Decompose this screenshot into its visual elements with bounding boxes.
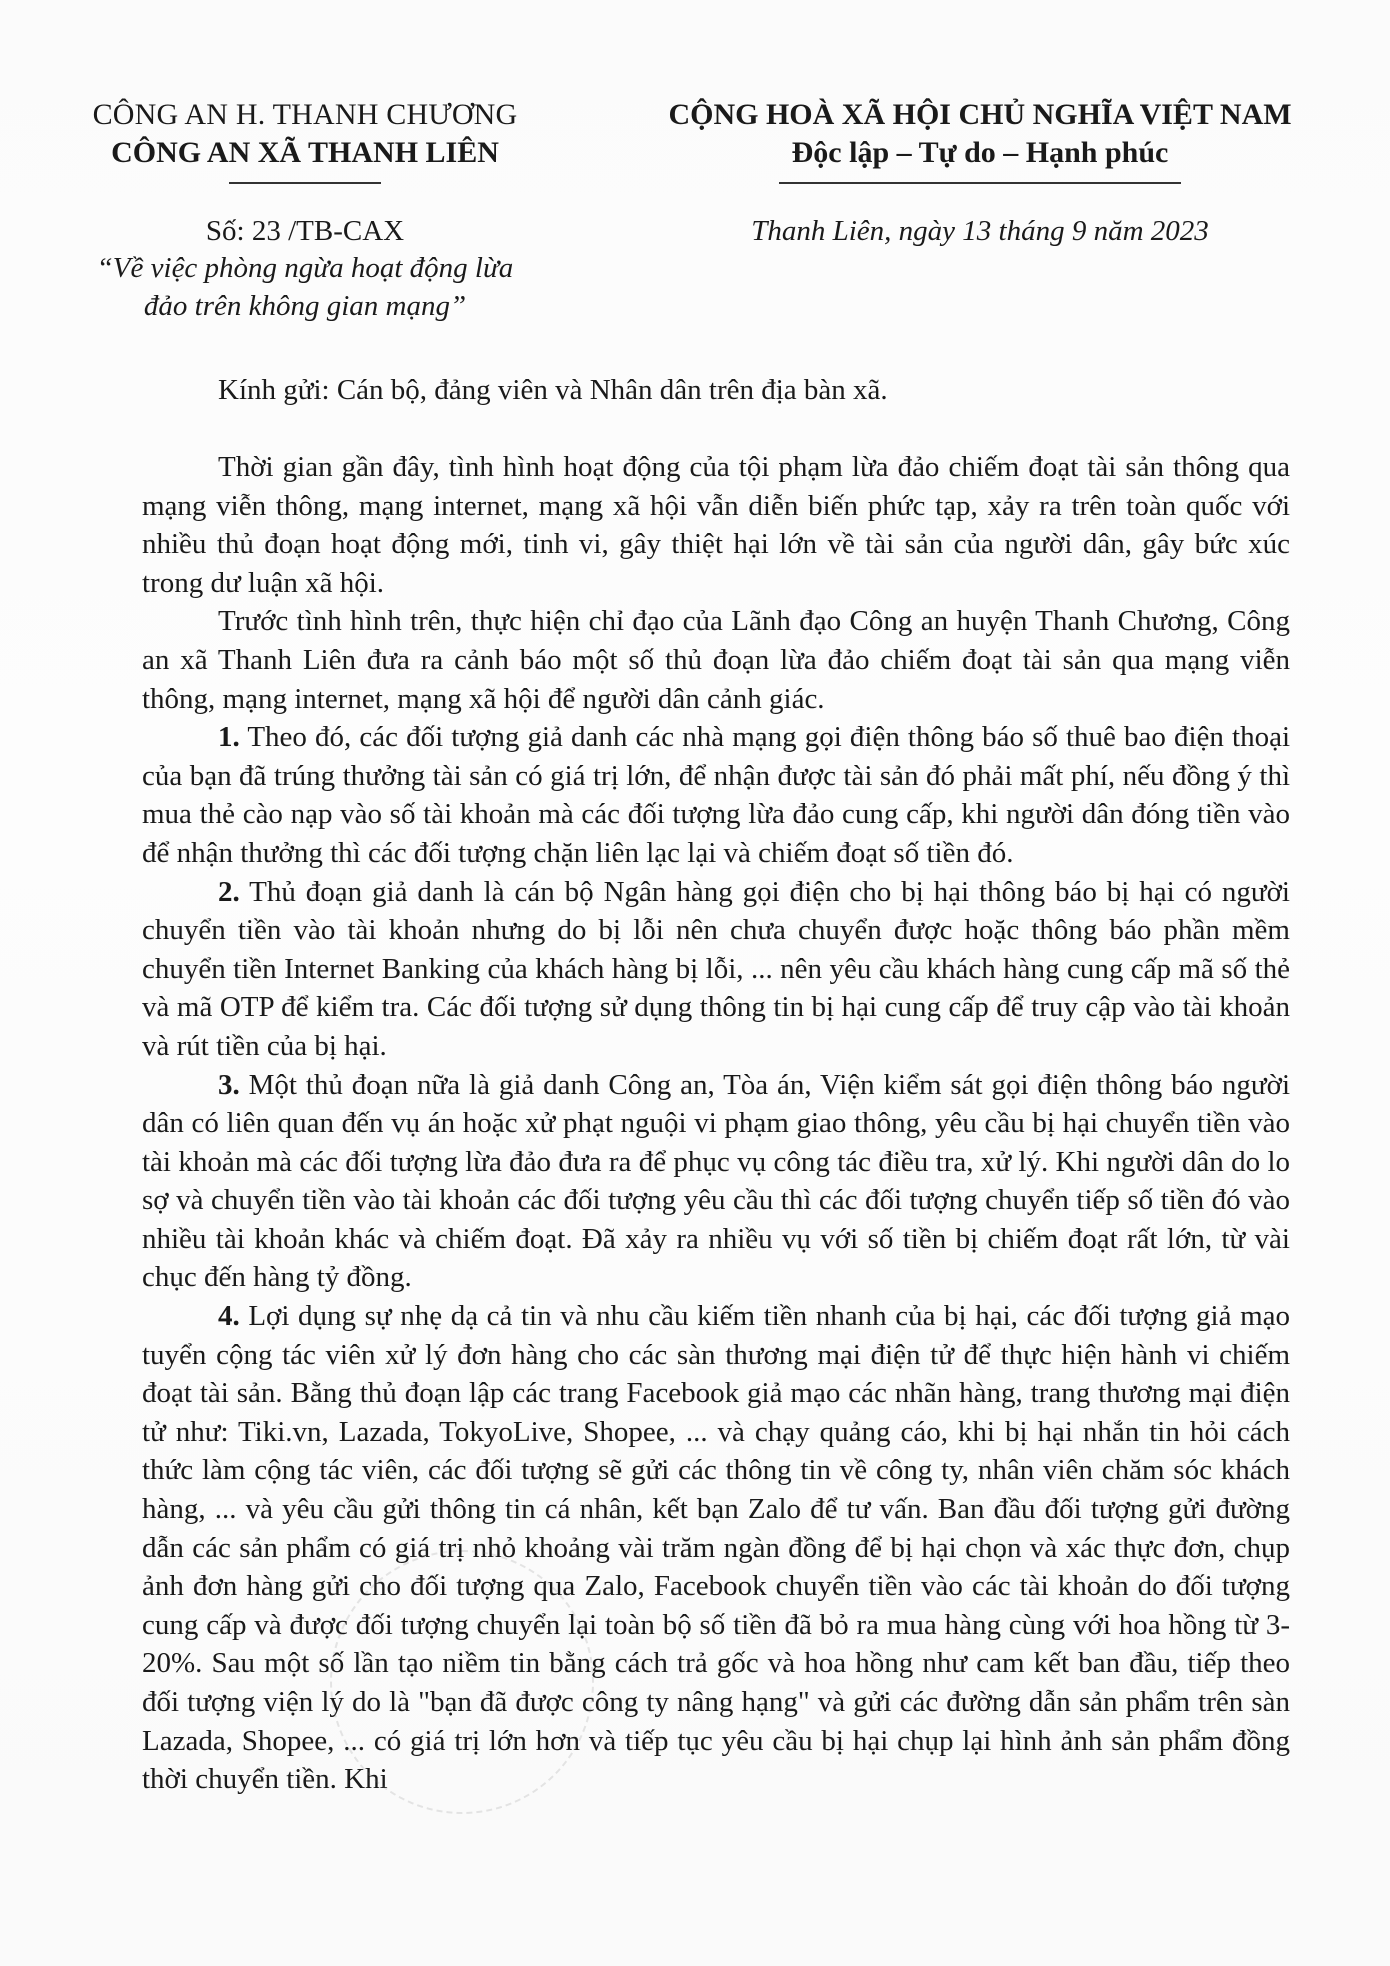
issuing-agency: CÔNG AN XÃ THANH LIÊN — [111, 136, 499, 169]
issuing-agency-block — [60, 96, 550, 184]
document-subject — [60, 249, 550, 325]
paragraph-intro — [142, 448, 1290, 602]
subject-line-1: “Về việc phòng ngừa hoạt động lừa — [96, 252, 514, 284]
paragraph-item-2 — [142, 873, 1290, 1066]
paragraph-text: Theo đó, các đối tượng giả danh các nhà mạng gọi điện thông báo số thuê bao điện thoại của bạn đã trúng thưởng tài sản có giá trị lớn, để nhận được tài sản đó phải mất phí, nếu đồng ý thì mua thẻ cào nạp vào số tài khoản mà các đối tượng lừa đảo cung cấp, khi người dân đóng tiền vào để nhận thưởng thì các đối tượng chặn liên lạc lại và chiếm đoạt số tiền đó. — [142, 721, 1291, 869]
agency-underline — [229, 182, 381, 184]
parent-agency: CÔNG AN H. THANH CHƯƠNG — [92, 98, 518, 131]
paragraph-item-1 — [142, 718, 1290, 872]
place-and-date: Thanh Liên, ngày 13 tháng 9 năm 2023 — [751, 215, 1209, 247]
paragraph-item-4 — [142, 1297, 1290, 1799]
national-heading-block — [620, 96, 1340, 184]
paragraph-text: Lợi dụng sự nhẹ dạ cả tin và nhu cầu kiếm tiền nhanh của bị hại, các đối tượng giả mạo tuyển cộng tác viên xử lý đơn hàng cho các sàn thương mại điện tử để thực hiện hành vi chiếm đoạt tài sản. Bằng thủ đoạn lập các trang Facebook giả mạo các nhãn hàng, trang thương mại điện tử như: Tiki.vn, Lazada, TokyoLive, Shopee, ... và chạy quảng cáo, khi bị hại nhắn tin hỏi cách thức làm cộng tác viên, các đối tượng sẽ gửi các thông tin về công ty, nhân viên chăm sóc khách hàng, ... và yêu cầu gửi thông tin cá nhân, kết bạn Zalo để tư vấn. Ban đầu đối tượng gửi đường dẫn các sản phẩm có giá trị nhỏ khoảng vài trăm ngàn đồng để bị hại chọn và xác thực đơn, chụp ảnh đơn hàng gửi cho đối tượng qua Zalo, Facebook chuyển tiền vào các tài khoản do đối tượng cung cấp và được đối tượng chuyển lại toàn bộ số tiền đã bỏ ra mua hàng cùng với hoa hồng từ 3-20%. Sau một số lần tạo niềm tin bằng cách trả gốc và hoa hồng như cam kết ban đầu, tiếp theo đối tượng viện lý do là "bạn đã được công ty nâng hạng" và gửi các đường dẫn sản phẩm trên sàn Lazada, Shopee, ... có giá trị lớn hơn và tiếp tục yêu cầu bị hại chụp lại hình ảnh sản phẩm đồng thời chuyển tiền. Khi — [142, 1300, 1290, 1796]
national-motto: Độc lập – Tự do – Hạnh phúc — [791, 136, 1169, 169]
document-body — [142, 448, 1290, 1799]
item-number: 1. — [218, 721, 240, 754]
paragraph-text: Thủ đoạn giả danh là cán bộ Ngân hàng gọi điện cho bị hại thông báo bị hại có người chuyển tiền vào tài khoản nhưng do bị lỗi nên chưa chuyển được hoặc thông báo phần mềm chuyển tiền Internet Banking của khách hàng bị lỗi, ... nên yêu cầu khách hàng cung cấp mã số thẻ và mã OTP để kiểm tra. Các đối tượng sử dụng thông tin bị hại cung cấp để truy cập vào tài khoản và rút tiền của bị hại. — [142, 875, 1290, 1062]
paragraph-item-3 — [142, 1066, 1290, 1298]
national-title: CỘNG HOÀ XÃ HỘI CHỦ NGHĨA VIỆT NAM — [668, 98, 1292, 131]
paragraph-text: Thời gian gần đây, tình hình hoạt động của tội phạm lừa đảo chiếm đoạt tài sản thông qua mạng viễn thông, mạng internet, mạng xã hội vẫn diễn biến phức tạp, xảy ra trên toàn quốc với nhiều thủ đoạn hoạt động mới, tinh vi, gây thiệt hại lớn về tài sản của người dân, gây bức xúc trong dư luận xã hội. — [142, 451, 1290, 599]
item-number: 4. — [218, 1300, 240, 1333]
paragraph-directive — [142, 602, 1290, 718]
motto-underline — [779, 182, 1181, 184]
document-number: Số: 23 /TB-CAX — [205, 215, 405, 247]
salutation: Kính gửi: Cán bộ, đảng viên và Nhân dân trên địa bàn xã. — [218, 374, 888, 406]
subject-line-2: đảo trên không gian mạng” — [143, 290, 467, 322]
item-number: 2. — [218, 875, 240, 908]
paragraph-text: Trước tình hình trên, thực hiện chỉ đạo của Lãnh đạo Công an huyện Thanh Chương, Công an xã Thanh Liên đưa ra cảnh báo một số thủ đoạn lừa đảo chiếm đoạt tài sản qua mạng viễn thông, mạng internet, mạng xã hội để người dân cảnh giác. — [142, 605, 1290, 715]
item-number: 3. — [218, 1068, 240, 1101]
paragraph-text: Một thủ đoạn nữa là giả danh Công an, Tòa án, Viện kiểm sát gọi điện thông báo người dân có liên quan đến vụ án hoặc xử phạt nguội vi phạm giao thông, yêu cầu bị hại chuyển tiền vào tài khoản mà các đối tượng lừa đảo đưa ra để phục vụ công tác điều tra, xử lý. Khi người dân do lo sợ và chuyển tiền vào tài khoản các đối tượng yêu cầu thì các đối tượng chuyển tiếp số tiền đó vào nhiều tài khoản khác và chiếm đoạt. Đã xảy ra nhiều vụ với số tiền bị chiếm đoạt rất lớn, từ vài chục đến hàng tỷ đồng. — [142, 1068, 1291, 1294]
